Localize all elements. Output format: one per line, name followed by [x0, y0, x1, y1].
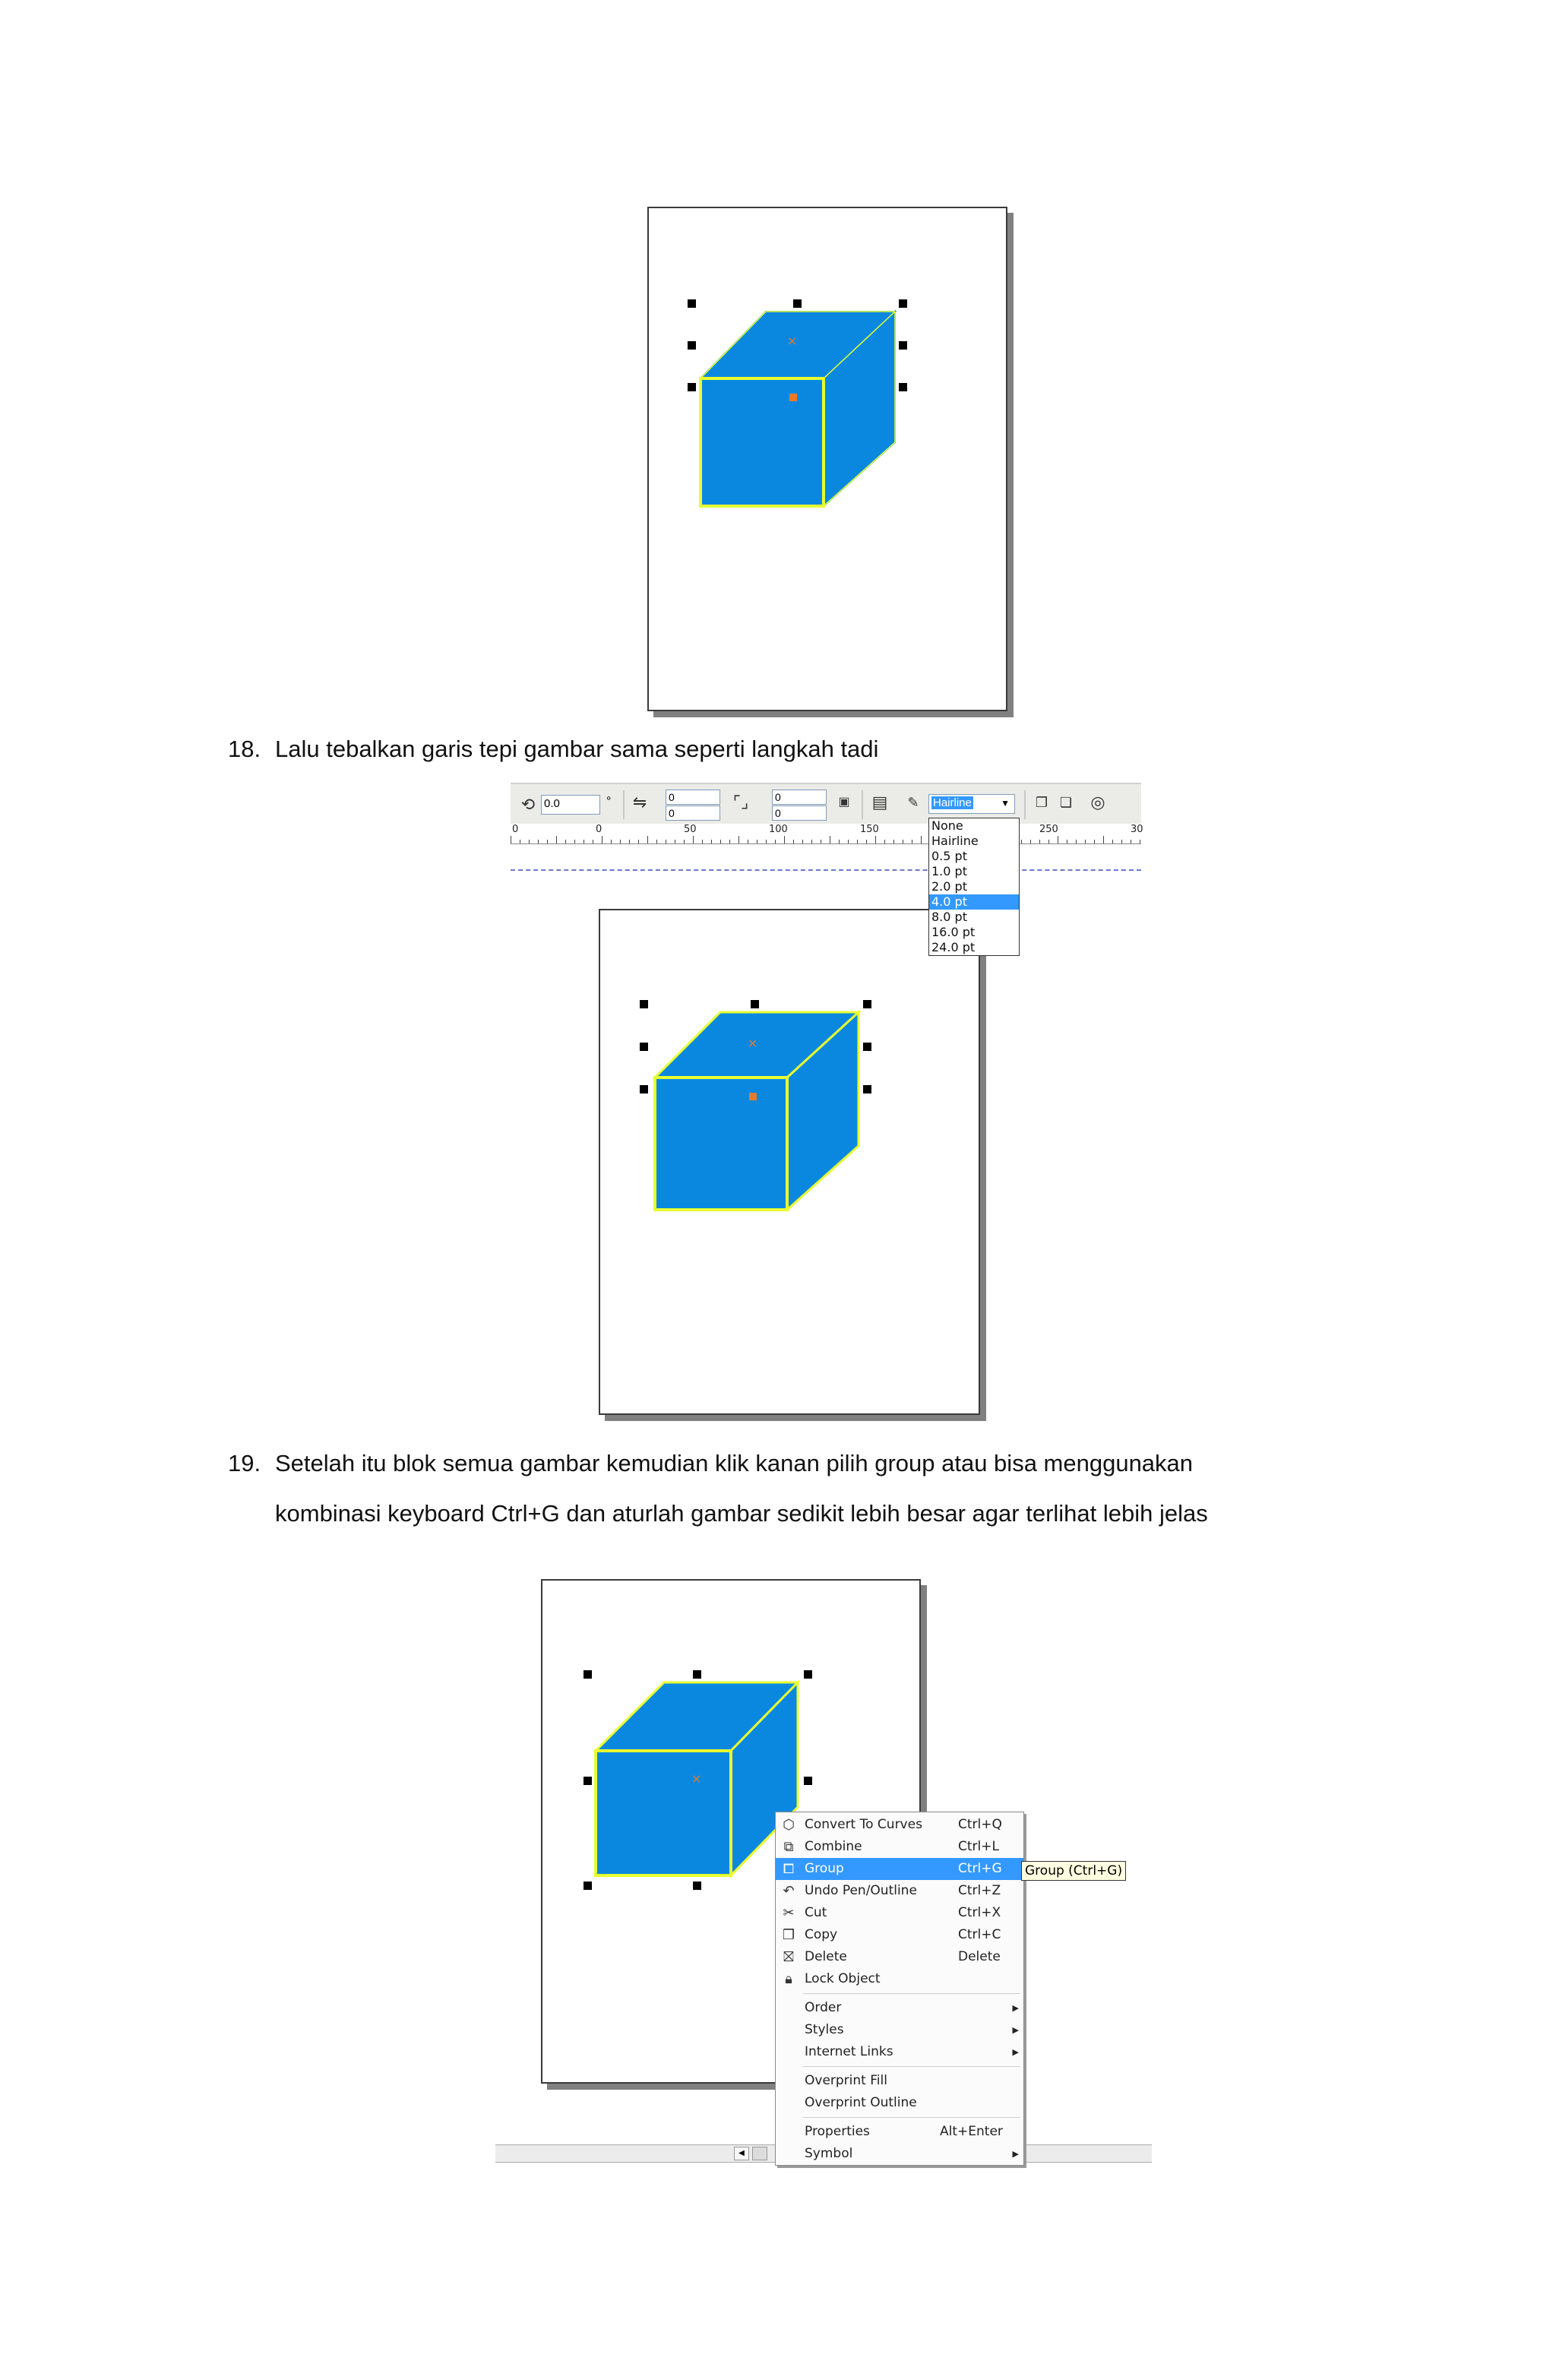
ruler-tick [556, 836, 557, 843]
delete-icon: ⛝ [783, 1949, 794, 1965]
submenu-arrow-icon: ▶ [1012, 2047, 1019, 2057]
corner-top-right-input[interactable]: 0 [772, 790, 827, 805]
ruler-tick [729, 840, 730, 843]
guideline[interactable] [511, 869, 1141, 871]
selection-handle[interactable] [584, 1670, 592, 1679]
ruler-label: 50 [684, 824, 697, 835]
ruler-tick [656, 840, 657, 843]
rotation-center [789, 394, 797, 401]
center-marker: × [787, 334, 798, 348]
chevron-down-icon[interactable]: ▼ [1001, 798, 1010, 809]
context-menu [775, 1812, 1024, 2166]
cube-front-face [596, 1751, 731, 1875]
lock-icon[interactable]: ▣ [838, 796, 850, 809]
selection-handle[interactable] [863, 1000, 871, 1008]
outline-option[interactable]: 2.0 pt [931, 879, 967, 894]
ruler-tick [884, 840, 885, 843]
submenu-arrow-icon: ▶ [1012, 2025, 1019, 2035]
cube-front-face [701, 378, 824, 506]
cube-drawing[interactable] [593, 1679, 805, 1885]
ruler-tick [538, 840, 539, 843]
ruler-tick [866, 840, 867, 843]
outline-width-value: Hairline [933, 796, 972, 809]
menu-item-internet-links[interactable]: Internet Links ▶ [776, 2041, 1023, 2063]
ruler-tick [839, 840, 840, 843]
menu-item-overprint-outline[interactable]: Overprint Outline [805, 2095, 917, 2110]
ruler-label: 250 [1039, 824, 1058, 835]
menu-item-convert-to-curves[interactable]: ⬡ Convert To Curves Ctrl+Q [776, 1814, 1023, 1836]
menu-separator [803, 2066, 1020, 2067]
undo-icon: ↶ [783, 1883, 795, 1899]
tooltip: Group (Ctrl+G) [1021, 1861, 1126, 1881]
cube-drawing[interactable] [649, 1009, 869, 1214]
lock-icon: 🔒︎ [785, 1971, 792, 1987]
step-text-line2: kombinasi keyboard Ctrl+G dan aturlah gambar sedikit lebih besar agar terlihat lebih jelas [275, 1500, 1208, 1527]
menu-item-styles[interactable]: Styles ▶ [776, 2019, 1023, 2041]
ruler-tick [702, 840, 703, 843]
outline-option[interactable]: 1.0 pt [931, 864, 967, 878]
step-text: Lalu tebalkan garis tepi gambar sama seperti langkah tadi [275, 736, 879, 762]
figure2-page [599, 909, 980, 1415]
outline-option[interactable]: None [931, 818, 963, 833]
menu-item-order[interactable]: Order ▶ [776, 1997, 1023, 2019]
ruler-tick [547, 840, 548, 843]
step-number: 18. [228, 736, 261, 762]
menu-separator [803, 2117, 1020, 2118]
angle-input[interactable]: 0.0 [541, 795, 600, 815]
ruler-tick [720, 840, 721, 843]
selection-handle[interactable] [640, 1043, 648, 1051]
ruler-tick [775, 840, 776, 843]
ruler-tick [647, 836, 648, 843]
outline-width-dropdown[interactable] [928, 818, 1020, 956]
angle-unit: ° [606, 795, 612, 808]
menu-item-combine[interactable]: ⧉ Combine Ctrl+L [776, 1836, 1023, 1858]
ruler-tick [1112, 840, 1113, 843]
corner-bottom-left-input[interactable]: 0 [666, 805, 720, 821]
menu-item-copy[interactable]: ❐ Copy Ctrl+C [776, 1924, 1023, 1946]
rotate-icon[interactable]: ⟲ [520, 795, 536, 814]
ruler-tick [766, 840, 767, 843]
center-marker: × [691, 1771, 702, 1786]
ruler-label: 0 [596, 824, 602, 835]
outline-width-select[interactable] [928, 794, 1015, 814]
mirror-icon[interactable]: ⇋ [632, 793, 647, 812]
menu-item-undo[interactable]: ↶ Undo Pen/Outline Ctrl+Z [776, 1880, 1023, 1902]
corner-bottom-right-input[interactable]: 0 [772, 805, 827, 821]
convert-icon[interactable]: ◎ [1090, 793, 1105, 812]
ruler-tick [857, 840, 858, 843]
ruler-tick [1094, 840, 1095, 843]
menu-item-group[interactable]: ⧠ Group Ctrl+G [776, 1858, 1023, 1880]
ruler-tick [711, 840, 712, 843]
ruler-tick [1076, 840, 1077, 843]
menu-item-delete[interactable]: ⛝ Delete Delete [776, 1946, 1023, 1968]
step-text-line1: Setelah itu blok semua gambar kemudian klik kanan pilih group atau bisa menggunakan [275, 1450, 1194, 1476]
ruler-tick [611, 840, 612, 843]
outline-option[interactable]: 16.0 pt [931, 925, 976, 939]
corner-round-icon[interactable]: ⌜⌟ [732, 793, 749, 812]
ruler-tick [1048, 840, 1049, 843]
selection-handle[interactable] [640, 1000, 648, 1008]
submenu-arrow-icon: ▶ [1012, 2003, 1019, 2013]
convert-curves-icon: ⬡ [783, 1817, 795, 1833]
scroll-left-icon[interactable]: ◀ [734, 2147, 749, 2160]
selection-handle[interactable] [751, 1000, 759, 1008]
ruler-tick [565, 840, 566, 843]
horizontal-ruler [511, 824, 1141, 844]
ruler-tick [875, 836, 876, 843]
ruler-tick [620, 840, 621, 843]
copy-icon: ❐ [782, 1927, 795, 1943]
outline-option[interactable]: Hairline [931, 834, 979, 848]
ruler-tick [811, 840, 812, 843]
menu-item-properties[interactable]: Properties Alt+Enter [805, 2124, 1003, 2139]
ruler-label: 100 [769, 824, 788, 835]
property-bar [511, 783, 1141, 826]
outline-option[interactable]: 8.0 pt [931, 910, 967, 924]
ruler-tick [629, 840, 630, 843]
wrap-text-icon[interactable]: ▤ [871, 793, 888, 812]
ruler-tick [574, 840, 575, 843]
cube-front-face [655, 1078, 787, 1210]
ruler-tick [738, 836, 739, 843]
ruler-label: 150 [860, 824, 879, 835]
step-number: 19. [228, 1450, 261, 1476]
ruler-tick [1121, 840, 1122, 843]
ruler-tick [1030, 840, 1031, 843]
ruler-tick [848, 840, 849, 843]
pen-icon[interactable]: ✎ [907, 795, 919, 810]
ruler-tick [893, 840, 894, 843]
figure1-page [647, 207, 1007, 711]
group-icon: ⧠ [783, 1861, 795, 1877]
outline-option[interactable]: 24.0 pt [931, 940, 976, 954]
combine-icon: ⧉ [783, 1839, 794, 1855]
to-front-icon[interactable]: ❐ [1035, 795, 1048, 810]
cube-drawing[interactable] [694, 305, 907, 511]
selection-handle[interactable] [584, 1882, 592, 1890]
ruler-label: 30 [1131, 824, 1143, 835]
scroll-thumb[interactable] [752, 2147, 767, 2160]
selection-handle[interactable] [640, 1085, 648, 1093]
outline-option-selected[interactable]: 4.0 pt [929, 894, 1019, 910]
ruler-tick [1103, 836, 1104, 843]
ruler-tick [921, 836, 922, 843]
ruler-tick [1085, 840, 1086, 843]
rotation-center [749, 1093, 757, 1100]
menu-item-lock-object[interactable]: 🔒︎ Lock Object [776, 1968, 1023, 1990]
ruler-tick [793, 840, 794, 843]
menu-separator [803, 1993, 1020, 1994]
ruler-label: 0 [512, 824, 519, 835]
outline-option[interactable]: 0.5 pt [931, 849, 967, 863]
menu-item-symbol[interactable]: Symbol ▶ [776, 2143, 1023, 2165]
ruler-tick [684, 840, 685, 843]
to-back-icon[interactable]: ❏ [1059, 795, 1073, 810]
corner-top-left-input[interactable]: 0 [666, 790, 720, 805]
ruler-tick [693, 836, 694, 843]
selection-handle[interactable] [693, 1670, 701, 1679]
ruler-tick [1039, 840, 1040, 843]
center-marker: × [748, 1036, 758, 1050]
ruler-tick [1021, 840, 1022, 843]
selection-handle[interactable] [804, 1670, 812, 1679]
ruler-tick [802, 840, 803, 843]
cut-icon: ✂ [783, 1905, 795, 1921]
ruler-tick [784, 836, 785, 843]
menu-item-cut[interactable]: ✂ Cut Ctrl+X [776, 1902, 1023, 1924]
menu-item-overprint-fill[interactable]: Overprint Fill [805, 2073, 887, 2088]
selection-handle[interactable] [584, 1777, 592, 1785]
ruler-tick [529, 840, 530, 843]
ruler-tick [638, 840, 639, 843]
submenu-arrow-icon: ▶ [1012, 2149, 1019, 2159]
